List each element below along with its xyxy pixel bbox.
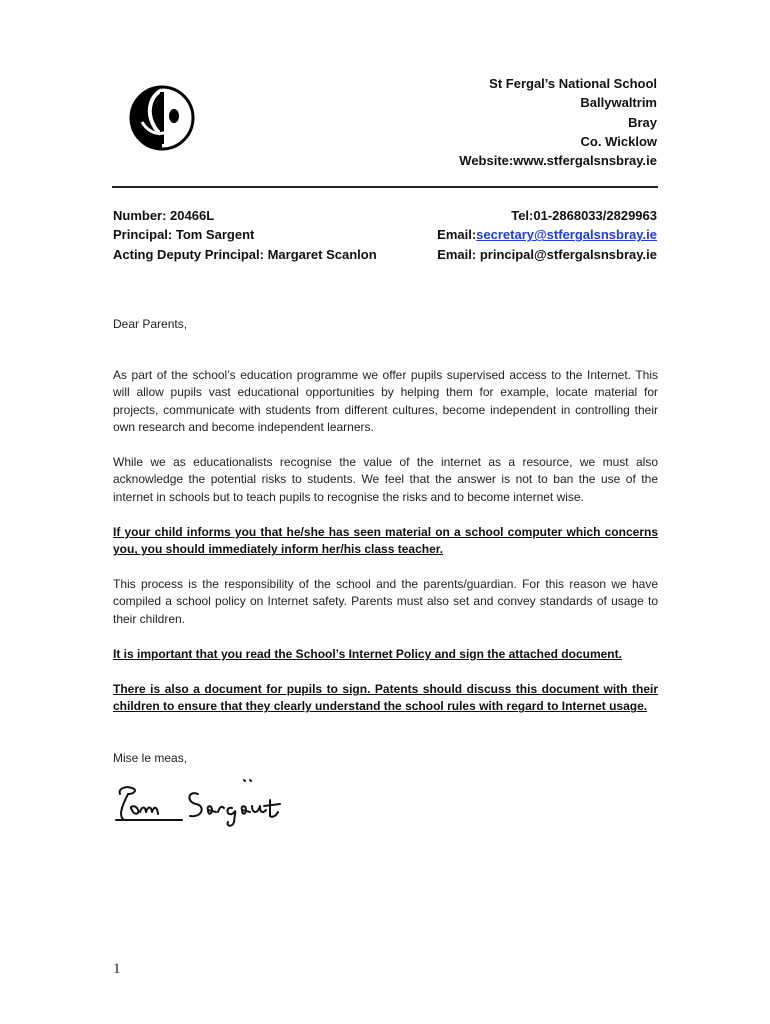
email-line	[437, 225, 657, 244]
handwritten-signature	[112, 776, 297, 828]
page-number: 1	[113, 961, 121, 977]
closing: Mise le meas,	[113, 751, 188, 765]
address-line: Bray	[628, 114, 657, 130]
school-name: St Fergal’s National School	[489, 76, 657, 91]
address-line: Co. Wicklow	[580, 133, 657, 149]
principal-email: Email: principal@stfergalsnsbray.ie	[437, 246, 657, 262]
paragraph: While we as educationalists recognise the value of the internet as a resource, we must also acknowledge the potential risks to students. We feel that the answer is not to ban the use of the internet in schools but to teach pupils to recognise the risks and to become internet wise.	[113, 455, 658, 504]
deputy-principal-name: Acting Deputy Principal: Margaret Scanlon	[113, 246, 377, 262]
principal-name: Principal: Tom Sargent	[113, 227, 255, 243]
important-notice: There is also a document for pupils to sign. Patents should discuss this document with their children to ensure that they clearly understand the school rules with regard to Internet usage.	[113, 682, 658, 714]
school-address	[459, 74, 657, 170]
secretary-email-link[interactable]: secretary@stfergalsnsbray.ie	[476, 227, 657, 243]
school-website: Website:www.stfergalsnsbray.ie	[459, 153, 657, 169]
email-label: Email:	[437, 227, 477, 243]
header-divider	[112, 186, 658, 188]
address-line: Ballywaltrim	[580, 95, 657, 111]
telephone: Tel:01-2868033/2829963	[511, 208, 657, 223]
important-notice: It is important that you read the School’s Internet Policy and sign the attached document.	[113, 647, 622, 661]
school-logo	[128, 82, 196, 154]
paragraph: This process is the responsibility of the school and the parents/guardian. For this reason we have compiled a school policy on Internet safety. Parents must also set and convey standards of usage to their children.	[113, 577, 658, 626]
roll-number: Number: 20466L	[113, 208, 215, 223]
school-details	[113, 206, 377, 264]
important-notice: If your child informs you that he/she has seen material on a school computer which concerns you, you should immediately inform her/his class teacher.	[113, 525, 658, 557]
contact-details	[437, 206, 657, 264]
paragraph: As part of the school’s education programme we offer pupils supervised access to the Internet. This will allow pupils vast educational opportunities by helping them for example, locate material for projects, communicate with students from different cultures, become independent in controlling their own research and become independent learners.	[113, 368, 658, 435]
salutation: Dear Parents,	[113, 317, 188, 331]
